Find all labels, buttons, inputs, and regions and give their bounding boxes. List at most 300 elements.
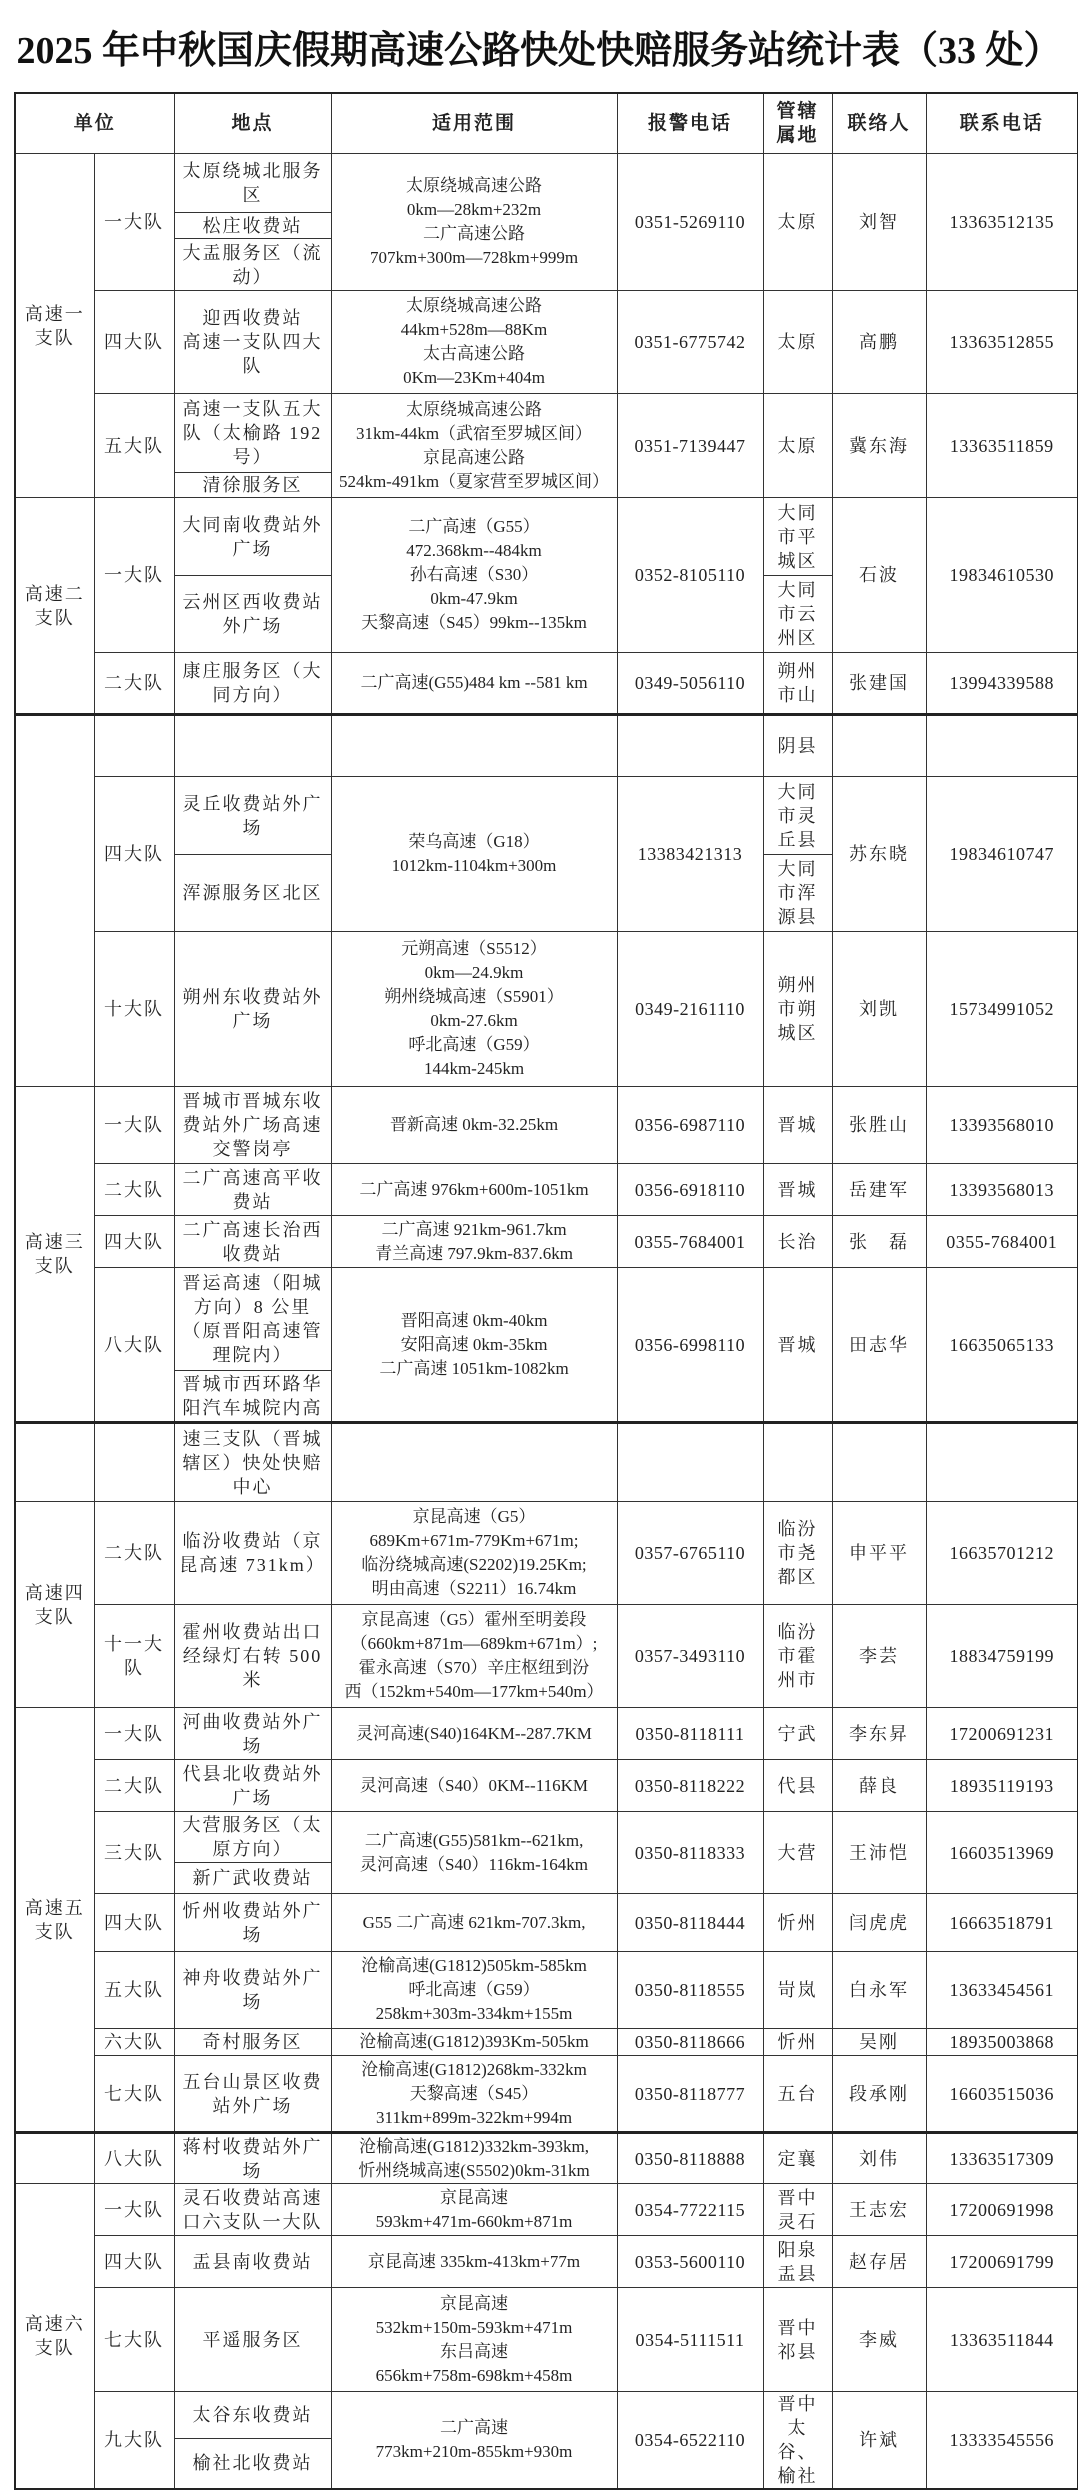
contact-text: 李芸 (859, 1646, 900, 1666)
scope-line: 0km—24.9km (424, 963, 524, 982)
contact-text: 岳建军 (849, 1179, 910, 1200)
unit-cell (15, 1502, 94, 1708)
header-scope: 适用范围 (331, 93, 617, 154)
alarm-phone-text: 0355-7684001 (634, 1231, 746, 1252)
location-text: 忻州收费站外广场 (182, 1900, 323, 1945)
contact-text: 刘智 (859, 212, 900, 232)
team-cell (94, 1894, 174, 1952)
contact-phone-cell (926, 2236, 1078, 2288)
unit-cell (15, 498, 94, 715)
scope-cell (331, 777, 617, 932)
contact-phone-cell (926, 394, 1078, 498)
table-row (15, 777, 1078, 855)
location-text: 速三支队（晋城辖区）快处快赔中心 (182, 1428, 323, 1497)
alarm-phone-cell (617, 2236, 763, 2288)
alarm-phone-cell (617, 1087, 763, 1164)
jurisdiction-text: 忻州 (777, 1912, 818, 1933)
location-cell (174, 1760, 331, 1812)
contact-phone-cell (926, 1502, 1078, 1605)
alarm-phone-text: 0356-6998110 (634, 1334, 746, 1355)
scope-line: 沧榆高速(G1812)505km-585km (361, 1956, 587, 1975)
contact-cell (832, 291, 926, 394)
scope-line: 258km+303m-334km+155m (375, 2004, 573, 2023)
jurisdiction-cell (763, 2392, 832, 2490)
team-text: 五大队 (104, 1980, 164, 2000)
scope-cell (331, 932, 617, 1087)
alarm-phone-cell (617, 291, 763, 394)
scope-line: 二广高速 976km+600m-1051km (359, 1179, 589, 1199)
team-cell (94, 2133, 174, 2184)
alarm-phone-cell (617, 653, 763, 715)
alarm-phone-cell (617, 2184, 763, 2236)
scope-line: 0km-47.9km (430, 589, 518, 608)
team-text: 二大队 (104, 1775, 164, 1796)
team-cell (94, 1423, 174, 1502)
scope-cell (331, 1812, 617, 1894)
scope-line: 二广高速(G55)484 km --581 km (360, 673, 588, 692)
alarm-phone-cell (617, 1423, 763, 1502)
scope-line: 二广高速(G55)581km--621km, (364, 1830, 584, 1850)
jurisdiction-cell (763, 2133, 832, 2184)
alarm-phone-text: 0354-5111511 (635, 2329, 745, 2350)
contact-phone-text: 18935119193 (949, 1775, 1054, 1796)
header-location: 地点 (174, 93, 331, 154)
contact-cell (832, 1502, 926, 1605)
page-title: 2025 年中秋国庆假期高速公路快处快赔服务站统计表（33 处） (16, 30, 1062, 72)
team-cell (94, 2029, 174, 2056)
location-text: 太原绕城北服务区 (182, 161, 323, 205)
alarm-phone-text: 0350-8118777 (634, 2083, 746, 2104)
contact-cell (832, 1087, 926, 1164)
contact-text: 赵存居 (849, 2251, 910, 2272)
location-cell (174, 498, 331, 576)
jurisdiction-text: 晋城 (777, 1334, 818, 1355)
location-text: 新广武收费站 (192, 1868, 313, 1888)
unit-text: 高速三支队 (24, 1232, 85, 1276)
scope-line: 太原绕城高速公路 (406, 176, 543, 195)
jurisdiction-cell (763, 1502, 832, 1605)
location-cell (174, 1605, 331, 1708)
location-cell (174, 932, 331, 1087)
location-text: 二广高速长治西收费站 (182, 1219, 323, 1264)
location-cell (174, 2133, 331, 2184)
team-cell (94, 1502, 174, 1605)
scope-line: 京昆高速 (440, 2293, 509, 2313)
jurisdiction-text: 大同市云州区 (777, 580, 818, 648)
location-cell (174, 2184, 331, 2236)
location-text: 大盂服务区（流动） (182, 242, 323, 287)
location-text: 二广高速高平收费站 (182, 1167, 323, 1212)
jurisdiction-cell (763, 777, 832, 855)
contact-text: 白永军 (849, 1980, 910, 2000)
alarm-phone-cell (617, 1502, 763, 1605)
scope-cell (331, 1708, 617, 1760)
contact-cell (832, 2236, 926, 2288)
scope-line: 西（152km+540m—177km+540m） (344, 1682, 604, 1701)
scope-line: 明由高速（S2211）16.74km (371, 1579, 577, 1598)
scope-line: 沧榆高速(G1812)268km-332km (361, 2059, 587, 2079)
contact-phone-text: 17200691998 (949, 2199, 1055, 2220)
scope-line: 31km-44km（武宿至罗城区间） (355, 423, 593, 443)
jurisdiction-text: 大同市灵丘县 (777, 781, 818, 850)
contact-phone-cell (926, 291, 1078, 394)
header-alarm-phone: 报警电话 (617, 93, 763, 154)
alarm-phone-cell (617, 932, 763, 1087)
contact-text: 苏东晓 (849, 844, 910, 864)
location-text: 平遥服务区 (202, 2329, 303, 2350)
location-text: 大营服务区（太原方向） (182, 1815, 323, 1859)
alarm-phone-cell (617, 394, 763, 498)
contact-phone-cell (926, 2133, 1078, 2184)
team-cell (94, 1216, 174, 1268)
team-text: 五大队 (104, 435, 164, 456)
table-row (15, 1502, 1078, 1605)
contact-phone-cell (926, 498, 1078, 653)
scope-cell (331, 2392, 617, 2490)
location-cell (174, 576, 331, 653)
location-cell (174, 855, 331, 932)
table-row (15, 715, 1078, 777)
scope-cell (331, 1087, 617, 1164)
contact-phone-cell (926, 653, 1078, 715)
location-text: 灵丘收费站外广场 (182, 793, 323, 838)
alarm-phone-cell (617, 1268, 763, 1423)
contact-text: 张建国 (849, 673, 910, 693)
scope-cell (331, 2236, 617, 2288)
table-row (15, 2184, 1078, 2236)
scope-line: 京昆高速 (440, 2187, 509, 2207)
alarm-phone-cell (617, 154, 763, 291)
alarm-phone-cell (617, 777, 763, 932)
location-text: 清徐服务区 (202, 475, 303, 495)
contact-phone-text: 13393568013 (949, 1179, 1055, 1200)
scope-line: 京昆高速（G5）霍州至明姜段 (361, 1610, 587, 1629)
location-text: 神舟收费站外广场 (182, 1968, 323, 2012)
scope-cell (331, 715, 617, 777)
contact-text: 许斌 (859, 2430, 900, 2450)
team-text: 一大队 (104, 212, 164, 232)
scope-cell (331, 2184, 617, 2236)
service-station-table (14, 92, 1078, 2490)
contact-phone-text: 18935003868 (949, 2032, 1055, 2052)
jurisdiction-cell (763, 1164, 832, 1216)
contact-phone-cell (926, 2184, 1078, 2236)
table-row (15, 2133, 1078, 2184)
jurisdiction-cell (763, 1708, 832, 1760)
jurisdiction-text: 忻州 (777, 2032, 818, 2052)
jurisdiction-cell (763, 2184, 832, 2236)
contact-phone-text: 16603513969 (949, 1842, 1055, 1863)
jurisdiction-text: 代县 (777, 1775, 818, 1796)
location-text: 太谷东收费站 (192, 2404, 313, 2425)
contact-phone-text: 18834759199 (949, 1646, 1055, 1666)
location-cell (174, 239, 331, 291)
scope-line: 沧榆高速(G1812)393Km-505km (359, 2032, 589, 2051)
team-cell (94, 2392, 174, 2490)
alarm-phone-text: 0351-7139447 (634, 435, 746, 456)
scope-line: 472.368km--484km (406, 541, 542, 560)
team-text: 九大队 (104, 2430, 164, 2450)
contact-phone-cell (926, 2029, 1078, 2056)
contact-text: 王沛恺 (849, 1842, 910, 1863)
jurisdiction-cell (763, 394, 832, 498)
jurisdiction-cell (763, 1216, 832, 1268)
team-text: 八大队 (104, 2148, 164, 2169)
contact-phone-text: 17200691799 (949, 2251, 1055, 2272)
jurisdiction-text: 阳泉盂县 (777, 2239, 818, 2284)
team-cell (94, 2236, 174, 2288)
jurisdiction-cell (763, 2029, 832, 2056)
location-cell (174, 1216, 331, 1268)
scope-line: 东吕高速 (440, 2341, 509, 2361)
contact-phone-text: 13363511859 (949, 435, 1054, 456)
team-text: 二大队 (104, 673, 164, 693)
location-text: 临汾收费站（京昆高速 731km） (179, 1531, 326, 1575)
jurisdiction-cell (763, 653, 832, 715)
location-cell (174, 777, 331, 855)
alarm-phone-text: 13383421313 (637, 844, 743, 864)
location-text: 代县北收费站外广场 (182, 1763, 323, 1808)
contact-cell (832, 394, 926, 498)
jurisdiction-cell (763, 1268, 832, 1423)
team-cell (94, 1708, 174, 1760)
scope-line: 灵河高速(S40)164KM--287.7KM (356, 1723, 592, 1743)
table-row (15, 1087, 1078, 1164)
contact-phone-cell (926, 1894, 1078, 1952)
scope-line: 晋阳高速 0km-40km (400, 1310, 548, 1330)
scope-cell (331, 394, 617, 498)
team-cell (94, 2184, 174, 2236)
team-cell (94, 498, 174, 653)
location-cell (174, 1268, 331, 1371)
scope-line: 霍永高速（S70）辛庄枢纽到汾 (358, 1658, 590, 1677)
location-cell (174, 1863, 331, 1894)
alarm-phone-text: 0351-5269110 (634, 212, 746, 232)
team-text: 一大队 (104, 2199, 164, 2220)
table-row (15, 1164, 1078, 1216)
team-cell (94, 1087, 174, 1164)
jurisdiction-cell (763, 1605, 832, 1708)
contact-phone-cell (926, 2392, 1078, 2490)
header-contact: 联络人 (832, 93, 926, 154)
contact-phone-cell (926, 1268, 1078, 1423)
contact-cell (832, 1164, 926, 1216)
alarm-phone-text: 0356-6918110 (634, 1179, 746, 1200)
scope-line: 707km+300m—728km+999m (369, 248, 579, 267)
jurisdiction-text: 晋中太谷、榆社 (777, 2394, 818, 2486)
location-text: 五台山景区收费站外广场 (182, 2071, 323, 2116)
table-row (15, 394, 1078, 473)
location-cell (174, 653, 331, 715)
team-text: 四大队 (104, 1231, 164, 1252)
alarm-phone-text: 0350-8118222 (634, 1775, 746, 1796)
location-cell (174, 154, 331, 213)
contact-phone-text: 15734991052 (949, 999, 1055, 1019)
contact-phone-text: 19834610530 (949, 565, 1055, 585)
table-row (15, 154, 1078, 213)
location-cell (174, 2029, 331, 2056)
scope-line: 44km+528m—88Km (400, 320, 548, 339)
table-row (15, 1812, 1078, 1863)
location-text: 晋城市晋城东收费站外广场高速交警岗亭 (182, 1091, 323, 1159)
location-text: 浑源服务区北区 (182, 883, 323, 903)
alarm-phone-cell (617, 1952, 763, 2029)
scope-line: 773km+210m-855km+930m (375, 2442, 573, 2461)
scope-cell (331, 653, 617, 715)
team-cell (94, 394, 174, 498)
location-text: 榆社北收费站 (192, 2453, 313, 2474)
alarm-phone-text: 0350-8118333 (634, 1842, 746, 1863)
jurisdiction-text: 朔州市山 (777, 661, 818, 705)
scope-line: 689Km+671m-779Km+671m; (369, 1531, 579, 1550)
jurisdiction-text: 临汾市霍州市 (777, 1622, 818, 1690)
location-text: 晋城市西环路华阳汽车城院内高 (182, 1374, 323, 1418)
location-text: 迎西收费站 高速一支队四大队 (182, 308, 323, 376)
scope-cell (331, 1502, 617, 1605)
scope-line: 呼北高速（G59） (408, 1035, 540, 1054)
alarm-phone-cell (617, 1216, 763, 1268)
location-text: 河曲收费站外广场 (182, 1711, 323, 1756)
location-cell (174, 1371, 331, 1423)
scope-cell (331, 1423, 617, 1502)
alarm-phone-text: 0354-6522110 (634, 2430, 746, 2450)
jurisdiction-cell (763, 1423, 832, 1502)
scope-line: 忻州绕城高速(S5502)0km-31km (358, 2160, 590, 2180)
alarm-phone-cell (617, 498, 763, 653)
alarm-phone-cell (617, 2029, 763, 2056)
contact-phone-text: 16603515036 (949, 2083, 1055, 2104)
scope-line: 1012km-1104km+300m (391, 856, 557, 875)
jurisdiction-text: 晋城 (777, 1115, 818, 1135)
table-row (15, 2236, 1078, 2288)
scope-cell (331, 2029, 617, 2056)
location-cell (174, 1812, 331, 1863)
contact-phone-cell (926, 932, 1078, 1087)
unit-cell (15, 1423, 94, 1502)
contact-phone-text: 16635701212 (949, 1543, 1055, 1563)
location-cell (174, 2236, 331, 2288)
alarm-phone-text: 0356-6987110 (634, 1115, 746, 1135)
alarm-phone-cell (617, 2133, 763, 2184)
contact-cell (832, 2056, 926, 2133)
jurisdiction-text: 晋中灵石 (777, 2187, 818, 2232)
scope-line: 656km+758m-698km+458m (375, 2365, 573, 2385)
scope-line: 临汾绕城高速(S2202)19.25Km; (361, 1555, 587, 1574)
scope-line: 二广高速 921km-961.7km (381, 1219, 567, 1239)
contact-text: 薛良 (859, 1775, 900, 1796)
scope-line: 太古高速公路 (423, 344, 526, 363)
contact-phone-cell (926, 1708, 1078, 1760)
location-text: 晋运高速（阳城方向）8 公里（原晋阳高速管理院内） (182, 1273, 323, 1365)
jurisdiction-cell (763, 2056, 832, 2133)
scope-line: （660km+871m—689km+671m）; (350, 1634, 598, 1653)
alarm-phone-text: 0350-8118888 (634, 2148, 746, 2169)
team-text: 一大队 (104, 565, 164, 585)
jurisdiction-cell (763, 576, 832, 653)
alarm-phone-cell (617, 2392, 763, 2490)
scope-line: 532km+150m-593km+471m (375, 2317, 573, 2337)
scope-line: 安阳高速 0km-35km (400, 1334, 548, 1354)
alarm-phone-cell (617, 1812, 763, 1894)
alarm-phone-text: 0349-5056110 (634, 673, 746, 693)
location-cell (174, 1708, 331, 1760)
unit-cell (15, 715, 94, 1087)
contact-phone-cell (926, 1216, 1078, 1268)
contact-phone-text: 13363517309 (949, 2148, 1055, 2169)
scope-line: 青兰高速 797.9km-837.6km (375, 1243, 573, 1263)
contact-cell (832, 1268, 926, 1423)
jurisdiction-text: 临汾市尧都区 (777, 1519, 818, 1587)
header-contact-phone: 联系电话 (926, 93, 1078, 154)
contact-cell (832, 653, 926, 715)
unit-text: 高速二支队 (24, 583, 85, 628)
team-cell (94, 1952, 174, 2029)
jurisdiction-text: 大营 (777, 1842, 818, 1863)
alarm-phone-cell (617, 1760, 763, 1812)
scope-line: 晋新高速 0km-32.25km (389, 1115, 559, 1134)
alarm-phone-text: 0351-6775742 (634, 332, 746, 352)
alarm-phone-text: 0350-8118444 (634, 1912, 746, 1933)
location-cell (174, 2392, 331, 2439)
contact-cell (832, 1605, 926, 1708)
jurisdiction-text: 五台 (777, 2083, 818, 2104)
location-cell (174, 213, 331, 239)
alarm-phone-cell (617, 2288, 763, 2392)
contact-text: 张胜山 (849, 1115, 910, 1135)
jurisdiction-text: 长治 (777, 1231, 818, 1252)
team-cell (94, 1605, 174, 1708)
scope-line: 元朔高速（S5512） (401, 939, 547, 958)
team-text: 一大队 (104, 1115, 164, 1135)
location-text: 奇村服务区 (202, 2032, 303, 2052)
scope-line: 二广高速公路 (423, 224, 526, 243)
alarm-phone-text: 0350-8118111 (635, 1723, 745, 1744)
team-cell (94, 154, 174, 291)
scope-cell (331, 498, 617, 653)
location-text: 盂县南收费站 (192, 2251, 313, 2272)
jurisdiction-text: 定襄 (777, 2148, 818, 2169)
unit-text: 高速五支队 (24, 1897, 85, 1942)
contact-phone-cell (926, 777, 1078, 932)
contact-text: 李威 (859, 2329, 900, 2350)
contact-phone-text: 16635065133 (949, 1334, 1055, 1355)
scope-cell (331, 1605, 617, 1708)
scope-line: 0km-27.6km (430, 1011, 518, 1030)
team-cell (94, 932, 174, 1087)
location-text: 蒋村收费站外广场 (182, 2136, 323, 2181)
header-jurisdiction-label: 管辖属地 (776, 100, 819, 146)
table-row (15, 1605, 1078, 1708)
contact-text: 王志宏 (849, 2199, 910, 2220)
contact-phone-text: 13363512855 (949, 332, 1055, 352)
scope-line: 灵河高速（S40）116km-164km (360, 1854, 588, 1874)
location-text: 云州区西收费站外广场 (182, 592, 323, 636)
team-cell (94, 2056, 174, 2133)
contact-phone-cell (926, 154, 1078, 291)
contact-phone-text: 19834610747 (949, 844, 1055, 864)
contact-text: 高鹏 (859, 332, 900, 352)
scope-cell (331, 2133, 617, 2184)
contact-cell (832, 498, 926, 653)
team-text: 七大队 (104, 2329, 164, 2350)
team-text: 一大队 (104, 1723, 164, 1744)
scope-line: 京昆高速 335km-413km+77m (367, 2251, 581, 2271)
alarm-phone-text: 0349-2161110 (635, 999, 745, 1019)
scope-line: 天黎高速（S45） (409, 2083, 539, 2103)
location-cell (174, 1502, 331, 1605)
header-jurisdiction (763, 93, 832, 154)
contact-cell (832, 777, 926, 932)
